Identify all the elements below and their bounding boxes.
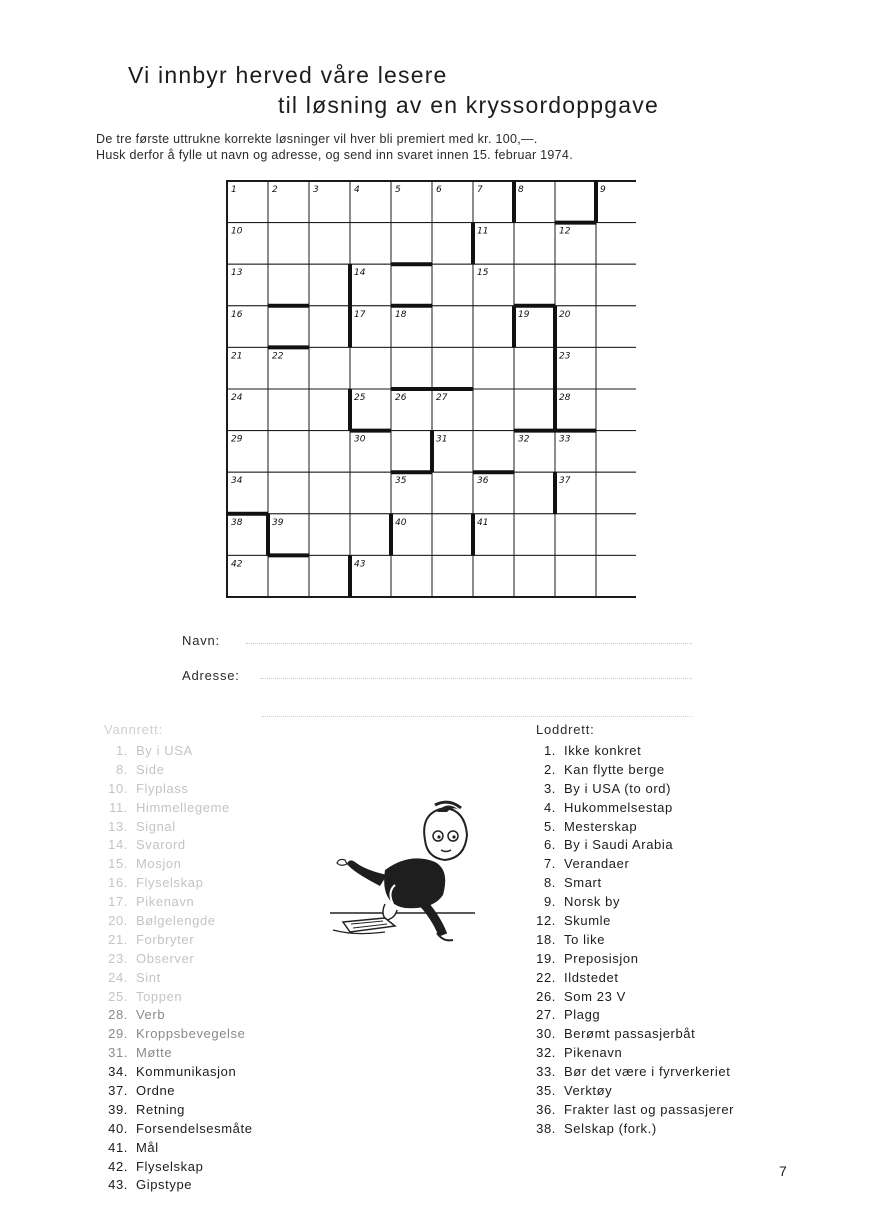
clue-text: Toppen bbox=[136, 988, 183, 1004]
grid-cell[interactable] bbox=[309, 472, 350, 514]
across-clue bbox=[100, 931, 320, 950]
grid-cell[interactable] bbox=[350, 347, 391, 389]
across-clue bbox=[100, 799, 320, 818]
down-clue bbox=[528, 912, 828, 931]
down-clue bbox=[528, 1044, 828, 1063]
cell-number: 2 bbox=[272, 185, 278, 195]
clue-text: Kan flytte berge bbox=[564, 761, 665, 777]
cell-number: 29 bbox=[231, 434, 243, 445]
cell-number: 41 bbox=[477, 517, 489, 528]
cell-number: 21 bbox=[231, 351, 243, 362]
across-heading: Vannrett: bbox=[104, 722, 163, 737]
clue-text: Norsk by bbox=[564, 894, 621, 910]
grid-cell[interactable] bbox=[473, 306, 514, 348]
crossword-grid[interactable] bbox=[226, 180, 636, 600]
clue-text: Himmellegeme bbox=[136, 799, 230, 815]
grid-cell[interactable] bbox=[391, 555, 432, 597]
clue-number: 27. bbox=[536, 1007, 556, 1023]
clue-number: 13. bbox=[108, 818, 128, 834]
clue-number: 38. bbox=[536, 1120, 556, 1136]
clue-number: 2. bbox=[543, 761, 556, 777]
grid-cell[interactable] bbox=[309, 306, 350, 348]
cell-number: 11 bbox=[477, 226, 489, 237]
across-clue bbox=[100, 1139, 320, 1158]
across-clue bbox=[100, 1101, 320, 1120]
grid-cell[interactable] bbox=[350, 472, 391, 514]
cell-number: 23 bbox=[559, 351, 571, 362]
across-clue bbox=[100, 1025, 320, 1044]
grid-cell[interactable] bbox=[514, 264, 555, 306]
cell-number: 40 bbox=[395, 517, 407, 528]
clue-number: 22. bbox=[536, 969, 556, 985]
grid-cell[interactable] bbox=[350, 223, 391, 265]
across-clue bbox=[100, 1120, 320, 1139]
cell-number: 38 bbox=[231, 517, 243, 528]
down-clue bbox=[528, 1025, 828, 1044]
grid-cell[interactable] bbox=[596, 514, 636, 556]
clue-text: Pikenavn bbox=[564, 1045, 623, 1061]
cell-number: 35 bbox=[395, 476, 407, 487]
clue-text: By i Saudi Arabia bbox=[564, 837, 674, 853]
grid-cell[interactable] bbox=[473, 555, 514, 597]
down-clue-list bbox=[528, 742, 828, 1139]
clue-number: 23. bbox=[108, 950, 128, 966]
down-clue bbox=[528, 1101, 828, 1120]
cell-number: 33 bbox=[559, 434, 571, 445]
cell-number: 28 bbox=[559, 393, 571, 403]
clue-text: Retning bbox=[136, 1101, 186, 1117]
address-field[interactable] bbox=[182, 668, 240, 683]
clue-number: 18. bbox=[536, 931, 556, 947]
cell-number: 3 bbox=[313, 185, 319, 195]
down-clue bbox=[528, 893, 828, 912]
grid-cell[interactable] bbox=[473, 389, 514, 431]
cell-number: 24 bbox=[231, 393, 243, 403]
grid-cell[interactable] bbox=[268, 555, 309, 597]
clue-text: Ordne bbox=[136, 1083, 176, 1099]
clue-number: 35. bbox=[536, 1083, 556, 1099]
grid-cell[interactable] bbox=[391, 264, 432, 306]
grid-cell[interactable] bbox=[432, 347, 473, 389]
across-clue bbox=[100, 855, 320, 874]
down-clue bbox=[528, 931, 828, 950]
clue-number: 25. bbox=[108, 988, 128, 1004]
cell-number: 37 bbox=[559, 476, 571, 487]
grid-cell[interactable] bbox=[555, 555, 596, 597]
title-line-2: til løsning av en kryssordoppgave bbox=[278, 92, 659, 118]
across-clue bbox=[100, 1063, 320, 1082]
down-clue bbox=[528, 1006, 828, 1025]
clue-number: 19. bbox=[536, 950, 556, 966]
grid-cell[interactable] bbox=[268, 389, 309, 431]
cell-number: 6 bbox=[436, 185, 442, 195]
cell-number: 36 bbox=[477, 476, 489, 487]
clue-number: 9. bbox=[543, 894, 556, 910]
clue-number: 3. bbox=[543, 780, 556, 796]
cell-number: 7 bbox=[477, 185, 483, 195]
grid-cell[interactable] bbox=[596, 555, 636, 597]
clue-number: 4. bbox=[543, 799, 556, 815]
clue-number: 32. bbox=[536, 1045, 556, 1061]
clue-number: 7. bbox=[543, 856, 556, 872]
grid-cell[interactable] bbox=[596, 472, 636, 514]
clue-text: Som 23 V bbox=[564, 988, 626, 1004]
grid-cell[interactable] bbox=[596, 306, 636, 348]
clue-text: Berømt passasjerbåt bbox=[564, 1026, 696, 1042]
clue-text: Svarord bbox=[136, 837, 186, 853]
across-clue bbox=[100, 874, 320, 893]
grid-cell[interactable] bbox=[596, 347, 636, 389]
intro-line-1: De tre første uttrukne korrekte løsninger vil hver bli premiert med kr. 100,—. bbox=[96, 132, 538, 146]
across-clue bbox=[100, 818, 320, 837]
clue-number: 39. bbox=[108, 1101, 128, 1117]
cell-number: 12 bbox=[559, 226, 571, 237]
clue-number: 5. bbox=[543, 818, 556, 834]
cartoon-boy-illustration bbox=[325, 800, 485, 955]
clue-text: Mål bbox=[136, 1139, 159, 1155]
across-clue bbox=[100, 742, 320, 761]
clue-text: Mosjon bbox=[136, 856, 182, 872]
cell-number: 32 bbox=[518, 434, 530, 445]
clue-number: 8. bbox=[115, 761, 128, 777]
clue-number: 17. bbox=[108, 894, 128, 910]
clue-number: 30. bbox=[536, 1026, 556, 1042]
grid-cell[interactable] bbox=[432, 264, 473, 306]
down-clue bbox=[528, 742, 828, 761]
grid-cell[interactable] bbox=[432, 555, 473, 597]
grid-cell[interactable] bbox=[596, 431, 636, 473]
cell-number: 26 bbox=[395, 393, 407, 403]
grid-cell[interactable] bbox=[596, 223, 636, 265]
grid-cell[interactable] bbox=[391, 431, 432, 473]
across-clue bbox=[100, 969, 320, 988]
clue-text: Ikke konkret bbox=[564, 743, 642, 758]
grid-cell[interactable] bbox=[473, 347, 514, 389]
name-input-line[interactable] bbox=[246, 643, 692, 644]
across-clue bbox=[100, 1044, 320, 1063]
down-clue bbox=[528, 988, 828, 1007]
grid-cell[interactable] bbox=[268, 264, 309, 306]
grid-cell[interactable] bbox=[309, 431, 350, 473]
clue-text: Ildstedet bbox=[564, 969, 619, 985]
across-clue bbox=[100, 1006, 320, 1025]
name-field[interactable] bbox=[182, 633, 220, 648]
clue-number: 29. bbox=[108, 1026, 128, 1042]
grid-cell[interactable] bbox=[432, 223, 473, 265]
grid-cell[interactable] bbox=[514, 389, 555, 431]
clue-text: Flyselskap bbox=[136, 875, 204, 891]
grid-cell[interactable] bbox=[350, 514, 391, 556]
down-clue bbox=[528, 1063, 828, 1082]
grid-cell[interactable] bbox=[391, 347, 432, 389]
grid-cell[interactable] bbox=[555, 514, 596, 556]
grid-cell[interactable] bbox=[432, 306, 473, 348]
clue-text: Bør det være i fyrverkeriet bbox=[564, 1064, 731, 1080]
cell-number: 15 bbox=[477, 268, 489, 279]
across-clue bbox=[100, 950, 320, 969]
clue-number: 26. bbox=[536, 988, 556, 1004]
down-clue bbox=[528, 761, 828, 780]
across-clue bbox=[100, 1176, 320, 1195]
clue-number: 1. bbox=[115, 743, 128, 758]
clue-number: 1. bbox=[543, 743, 556, 758]
grid-cell[interactable] bbox=[309, 264, 350, 306]
clue-text: Verandaer bbox=[564, 856, 630, 872]
grid-cell[interactable] bbox=[268, 472, 309, 514]
clue-text: To like bbox=[564, 931, 606, 947]
down-clue bbox=[528, 780, 828, 799]
cell-number: 14 bbox=[354, 268, 366, 279]
cell-number: 31 bbox=[436, 434, 448, 445]
across-clue-list bbox=[100, 742, 320, 1195]
grid-cell[interactable] bbox=[309, 389, 350, 431]
cell-number: 19 bbox=[518, 309, 530, 320]
address-input-line[interactable] bbox=[260, 678, 692, 679]
clue-number: 33. bbox=[536, 1064, 556, 1080]
cell-number: 39 bbox=[272, 517, 284, 528]
clue-number: 10. bbox=[108, 780, 128, 796]
intro-line-2: Husk derfor å fylle ut navn og adresse, og send inn svaret innen 15. februar 1974. bbox=[96, 148, 573, 162]
clue-number: 43. bbox=[108, 1177, 128, 1193]
clue-text: Mesterskap bbox=[564, 818, 638, 834]
cell-number: 25 bbox=[354, 393, 366, 403]
grid-cell[interactable] bbox=[555, 181, 596, 223]
clue-text: Smart bbox=[564, 875, 602, 891]
clue-number: 42. bbox=[108, 1158, 128, 1174]
down-clue bbox=[528, 799, 828, 818]
clue-number: 14. bbox=[108, 837, 128, 853]
across-clue bbox=[100, 912, 320, 931]
down-clue bbox=[528, 874, 828, 893]
grid-cell[interactable] bbox=[268, 306, 309, 348]
clue-text: Pikenavn bbox=[136, 894, 195, 910]
clue-number: 37. bbox=[108, 1083, 128, 1099]
clue-number: 34. bbox=[108, 1064, 128, 1080]
clue-number: 21. bbox=[108, 931, 128, 947]
grid-cell[interactable] bbox=[391, 223, 432, 265]
clue-number: 15. bbox=[108, 856, 128, 872]
clue-number: 24. bbox=[108, 969, 128, 985]
grid-cell[interactable] bbox=[555, 264, 596, 306]
cell-number: 16 bbox=[231, 309, 243, 320]
clue-text: Kroppsbevegelse bbox=[136, 1026, 246, 1042]
grid-cell[interactable] bbox=[473, 431, 514, 473]
cell-number: 30 bbox=[354, 434, 366, 445]
clue-number: 36. bbox=[536, 1101, 556, 1117]
cell-number: 42 bbox=[231, 559, 243, 570]
grid-cell[interactable] bbox=[268, 223, 309, 265]
grid-cell[interactable] bbox=[514, 472, 555, 514]
grid-cell[interactable] bbox=[596, 264, 636, 306]
cell-number: 9 bbox=[600, 185, 606, 195]
across-clue bbox=[100, 893, 320, 912]
down-heading: Loddrett: bbox=[536, 722, 595, 737]
grid-cell[interactable] bbox=[432, 472, 473, 514]
clue-text: Frakter last og passasjerer bbox=[564, 1101, 735, 1117]
down-clue bbox=[528, 855, 828, 874]
cell-number: 34 bbox=[231, 476, 243, 487]
cell-number: 13 bbox=[231, 268, 243, 279]
clue-number: 16. bbox=[108, 875, 128, 891]
intro-text bbox=[96, 131, 796, 163]
clue-number: 12. bbox=[536, 913, 556, 929]
clue-text: Forbryter bbox=[136, 931, 195, 947]
page-number: 7 bbox=[779, 1163, 787, 1179]
grid-cell[interactable] bbox=[596, 389, 636, 431]
clue-text: Skumle bbox=[564, 913, 611, 929]
clue-text: Sint bbox=[136, 969, 161, 985]
address-second-line[interactable] bbox=[262, 716, 692, 717]
cell-number: 18 bbox=[395, 309, 407, 320]
clue-text: Flyplass bbox=[136, 780, 189, 796]
clue-text: Selskap (fork.) bbox=[564, 1120, 657, 1136]
cell-number: 10 bbox=[231, 226, 243, 237]
across-clue bbox=[100, 780, 320, 799]
clue-text: Hukommelsestap bbox=[564, 799, 673, 815]
clue-number: 31. bbox=[108, 1045, 128, 1061]
clue-number: 28. bbox=[108, 1007, 128, 1023]
clue-text: Kommunikasjon bbox=[136, 1064, 237, 1080]
clue-text: Observer bbox=[136, 950, 195, 966]
cell-number: 1 bbox=[231, 185, 237, 195]
down-clue bbox=[528, 1120, 828, 1139]
clue-text: By i USA (to ord) bbox=[564, 780, 672, 796]
clue-number: 41. bbox=[108, 1139, 128, 1155]
grid-cell[interactable] bbox=[514, 555, 555, 597]
grid-cell[interactable] bbox=[309, 223, 350, 265]
grid-cell[interactable] bbox=[309, 347, 350, 389]
clue-text: By i USA bbox=[136, 743, 193, 758]
cell-number: 8 bbox=[518, 185, 524, 195]
cell-number: 20 bbox=[559, 309, 571, 320]
across-clue bbox=[100, 1082, 320, 1101]
grid-cell[interactable] bbox=[432, 514, 473, 556]
grid-cell[interactable] bbox=[514, 347, 555, 389]
cell-number: 43 bbox=[354, 559, 366, 570]
clue-text: Plagg bbox=[564, 1007, 601, 1023]
name-label: Navn: bbox=[182, 633, 220, 648]
grid-cell[interactable] bbox=[514, 514, 555, 556]
cell-number: 22 bbox=[272, 351, 284, 362]
down-clue bbox=[528, 1082, 828, 1101]
cell-number: 27 bbox=[436, 393, 448, 403]
cell-number: 4 bbox=[354, 185, 360, 195]
down-clue bbox=[528, 969, 828, 988]
clue-text: Preposisjon bbox=[564, 950, 639, 966]
clue-number: 20. bbox=[108, 913, 128, 929]
grid-cell[interactable] bbox=[309, 555, 350, 597]
title-line-1: Vi innbyr herved våre lesere bbox=[128, 62, 448, 88]
grid-cell[interactable] bbox=[268, 431, 309, 473]
clue-text: Verktøy bbox=[564, 1083, 613, 1099]
cell-number: 5 bbox=[395, 185, 401, 195]
clue-text: Side bbox=[136, 761, 165, 777]
across-clue bbox=[100, 988, 320, 1007]
clue-text: Bølgelengde bbox=[136, 913, 216, 929]
across-clue bbox=[100, 761, 320, 780]
clue-number: 8. bbox=[543, 875, 556, 891]
cell-number: 17 bbox=[354, 309, 366, 320]
down-clue bbox=[528, 836, 828, 855]
clue-number: 6. bbox=[543, 837, 556, 853]
grid-cell[interactable] bbox=[309, 514, 350, 556]
grid-cell[interactable] bbox=[514, 223, 555, 265]
clue-text: Gipstype bbox=[136, 1177, 193, 1193]
clue-text: Signal bbox=[136, 818, 176, 834]
clue-text: Flyselskap bbox=[136, 1158, 204, 1174]
clue-text: Forsendelsesmåte bbox=[136, 1120, 253, 1136]
address-label: Adresse: bbox=[182, 668, 240, 683]
across-clue bbox=[100, 1158, 320, 1177]
clue-number: 11. bbox=[109, 799, 128, 815]
down-clue bbox=[528, 818, 828, 837]
down-clue bbox=[528, 950, 828, 969]
across-clue bbox=[100, 836, 320, 855]
clue-text: Møtte bbox=[136, 1045, 173, 1061]
clue-number: 40. bbox=[108, 1120, 128, 1136]
clue-text: Verb bbox=[136, 1007, 166, 1023]
